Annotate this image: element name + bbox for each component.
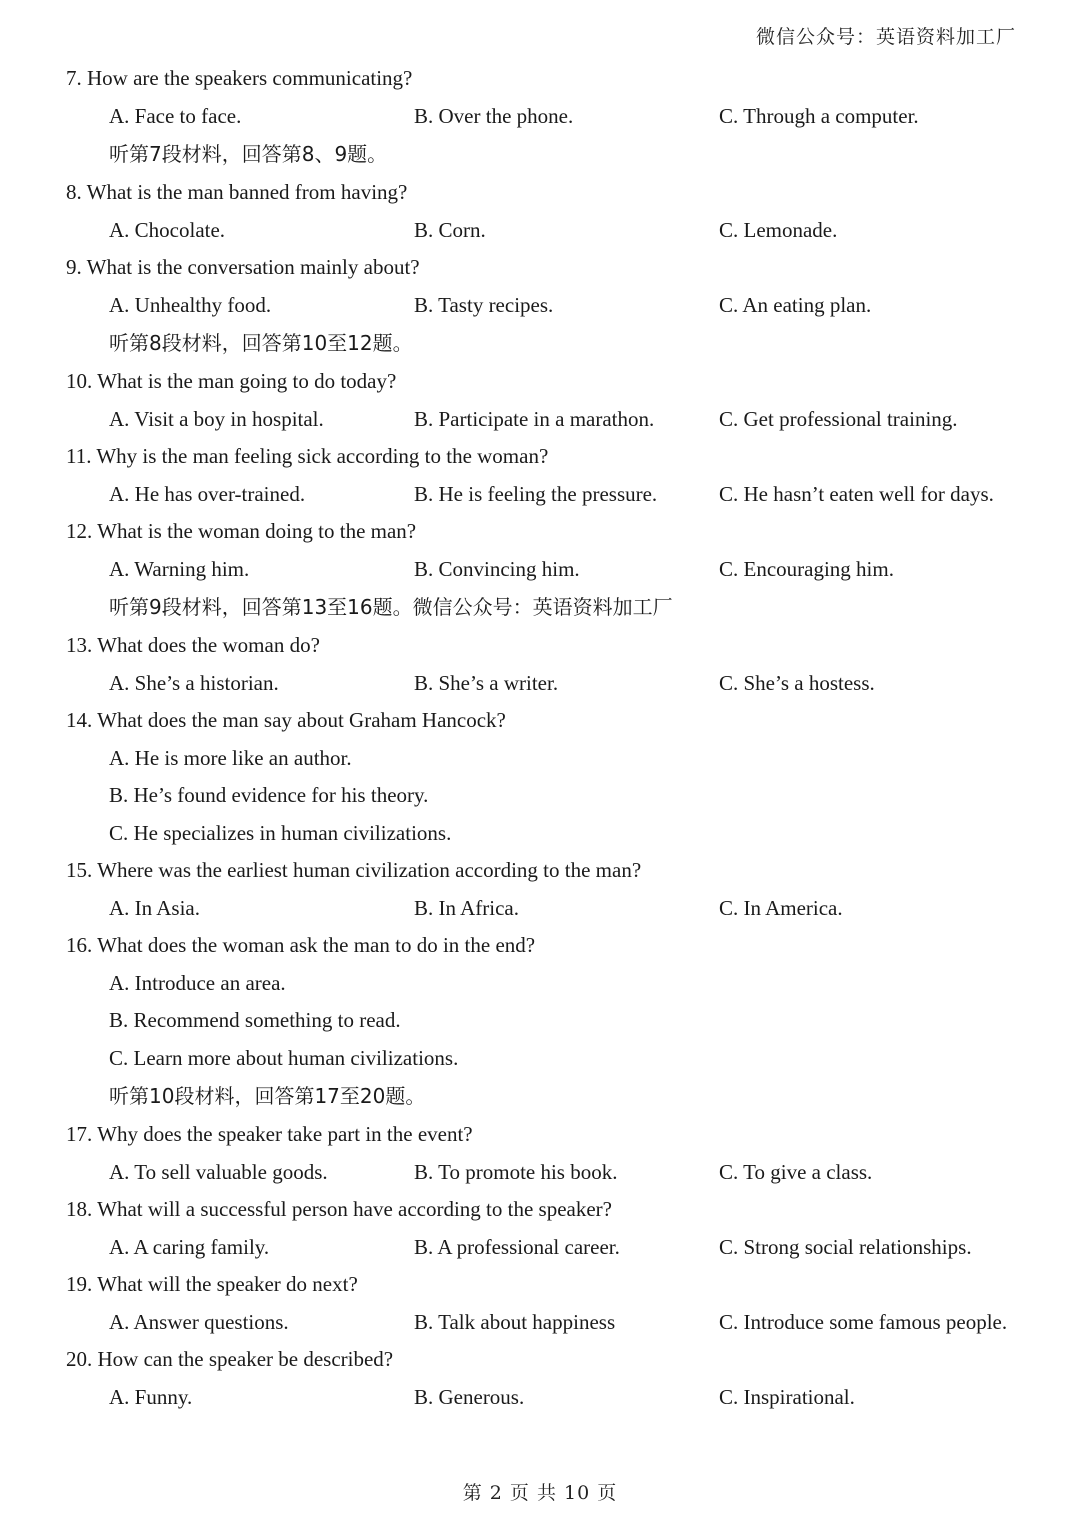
option-a: A. Unhealthy food. xyxy=(109,292,272,317)
option-b: B. To promote his book. xyxy=(414,1159,618,1184)
question-stem: 15. Where was the earliest human civilization according to the man? xyxy=(66,858,642,882)
question-stem: 14. What does the man say about Graham Hancock? xyxy=(66,708,506,732)
option-a: A. In Asia. xyxy=(109,895,200,920)
option-b: B. A professional career. xyxy=(414,1234,620,1259)
option-a: A. Chocolate. xyxy=(109,217,226,242)
option-row xyxy=(66,1304,1046,1342)
section-instruction: 听第7段材料，回答第8、9题。 xyxy=(109,142,388,166)
option-row xyxy=(66,476,1046,514)
page-number-footer: 第 2 页 共 10 页 xyxy=(462,1482,618,1504)
option-c: C. An eating plan. xyxy=(719,292,872,317)
section-instruction: 听第8段材料，回答第10至12题。 xyxy=(109,331,413,355)
option-line: B. He’s found evidence for his theory. xyxy=(109,783,429,807)
option-b: B. Over the phone. xyxy=(414,103,574,128)
option-c: C. Encouraging him. xyxy=(719,556,894,581)
question-stem: 18. What will a successful person have according to the speaker? xyxy=(66,1197,612,1221)
question-stem: 16. What does the woman ask the man to do in the end? xyxy=(66,933,536,957)
option-b: B. In Africa. xyxy=(414,895,519,920)
option-b: B. Generous. xyxy=(414,1384,525,1409)
question-stem: 11. Why is the man feeling sick according to the woman? xyxy=(66,444,549,468)
option-a: A. Answer questions. xyxy=(109,1309,289,1334)
page-header-watermark: 微信公众号：英语资料加工厂 xyxy=(755,26,1016,48)
option-c: C. Get professional training. xyxy=(719,406,958,431)
option-c: C. To give a class. xyxy=(719,1159,873,1184)
question-stem: 20. How can the speaker be described? xyxy=(66,1347,394,1371)
option-line: C. He specializes in human civilizations. xyxy=(109,820,452,845)
option-a: A. Visit a boy in hospital. xyxy=(109,406,324,431)
question-stem: 17. Why does the speaker take part in the event? xyxy=(66,1122,473,1146)
question-stem: 9. What is the conversation mainly about? xyxy=(66,255,420,279)
question-stem: 12. What is the woman doing to the man? xyxy=(66,519,417,543)
option-a: A. Warning him. xyxy=(109,556,250,581)
option-a: A. A caring family. xyxy=(109,1234,270,1259)
option-row xyxy=(66,212,1046,250)
option-row xyxy=(66,1229,1046,1267)
option-c: C. Lemonade. xyxy=(719,217,838,242)
option-row xyxy=(66,1379,1046,1417)
option-a: A. She’s a historian. xyxy=(109,670,279,695)
option-b: B. Participate in a marathon. xyxy=(414,406,655,431)
option-c: C. Through a computer. xyxy=(719,103,919,128)
option-a: A. Face to face. xyxy=(109,103,242,128)
section-instruction: 听第9段材料，回答第13至16题。微信公众号：英语资料加工厂 xyxy=(109,595,673,619)
question-stem: 19. What will the speaker do next? xyxy=(66,1272,358,1296)
option-row xyxy=(66,890,1046,928)
option-a: A. Funny. xyxy=(109,1384,193,1409)
option-b: B. Corn. xyxy=(414,217,486,242)
option-line: A. He is more like an author. xyxy=(109,745,352,770)
option-c: C. Strong social relationships. xyxy=(719,1234,972,1259)
question-stem: 10. What is the man going to do today? xyxy=(66,369,397,393)
option-a: A. To sell valuable goods. xyxy=(109,1159,328,1184)
option-row xyxy=(66,287,1046,325)
option-c: C. She’s a hostess. xyxy=(719,670,875,695)
option-c: C. He hasn’t eaten well for days. xyxy=(719,481,994,506)
option-line: C. Learn more about human civilizations. xyxy=(109,1045,459,1070)
option-b: B. Convincing him. xyxy=(414,556,580,581)
option-row xyxy=(66,665,1046,703)
option-line: B. Recommend something to read. xyxy=(109,1008,401,1032)
option-c: C. Introduce some famous people. xyxy=(719,1309,1008,1334)
option-c: C. Inspirational. xyxy=(719,1384,855,1409)
option-b: B. He is feeling the pressure. xyxy=(414,481,658,506)
option-b: B. Talk about happiness xyxy=(414,1309,616,1334)
option-c: C. In America. xyxy=(719,895,843,920)
question-stem: 13. What does the woman do? xyxy=(66,633,320,657)
section-instruction: 听第10段材料，回答第17至20题。 xyxy=(109,1084,426,1108)
question-list xyxy=(66,60,1046,1416)
option-row xyxy=(66,1154,1046,1192)
option-b: B. She’s a writer. xyxy=(414,670,559,695)
question-stem: 8. What is the man banned from having? xyxy=(66,180,408,204)
option-a: A. He has over-trained. xyxy=(109,481,306,506)
option-b: B. Tasty recipes. xyxy=(414,292,554,317)
option-row xyxy=(66,551,1046,589)
option-line: A. Introduce an area. xyxy=(109,970,286,995)
question-stem: 7. How are the speakers communicating? xyxy=(66,66,413,90)
option-row xyxy=(66,401,1046,439)
option-row xyxy=(66,98,1046,136)
